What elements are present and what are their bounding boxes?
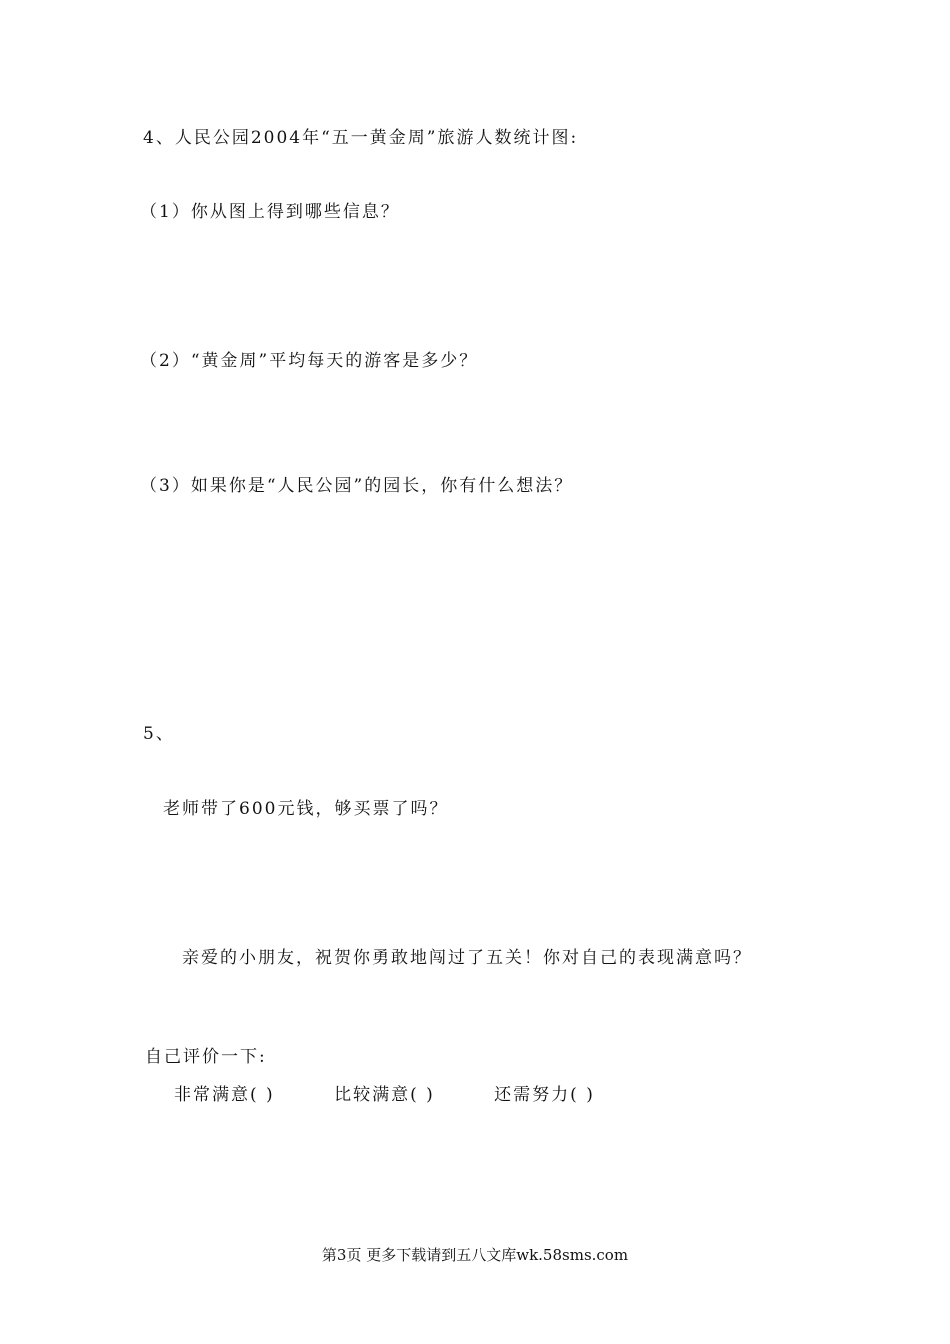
question-4-sub-1: （1）你从图上得到哪些信息？ xyxy=(140,202,400,222)
option-fairly-satisfied: 比较满意( ) xyxy=(334,1085,435,1105)
question-4-sub-2: （2）“黄金周”平均每天的游客是多少？ xyxy=(140,351,479,371)
option-needs-effort: 还需努力( ) xyxy=(494,1085,595,1105)
option-very-satisfied: 非常满意( ) xyxy=(174,1085,275,1105)
question-4-sub-3: （3）如果你是“人民公园”的园长，你有什么想法？ xyxy=(140,476,574,496)
self-evaluation-label: 自己评价一下: xyxy=(145,1047,267,1067)
page-footer: 第3页 更多下载请到五八文库wk.58sms.com xyxy=(321,1246,629,1264)
question-4-title: 4、人民公园2004年“五一黄金周”旅游人数统计图: xyxy=(143,128,579,148)
closing-message: 亲爱的小朋友，祝贺你勇敢地闯过了五关！你对自己的表现满意吗？ xyxy=(182,948,752,968)
self-evaluation-options xyxy=(174,1083,647,1107)
question-5-prompt: 老师带了600元钱，够买票了吗？ xyxy=(163,799,449,819)
question-5-title: 5、 xyxy=(143,724,175,744)
